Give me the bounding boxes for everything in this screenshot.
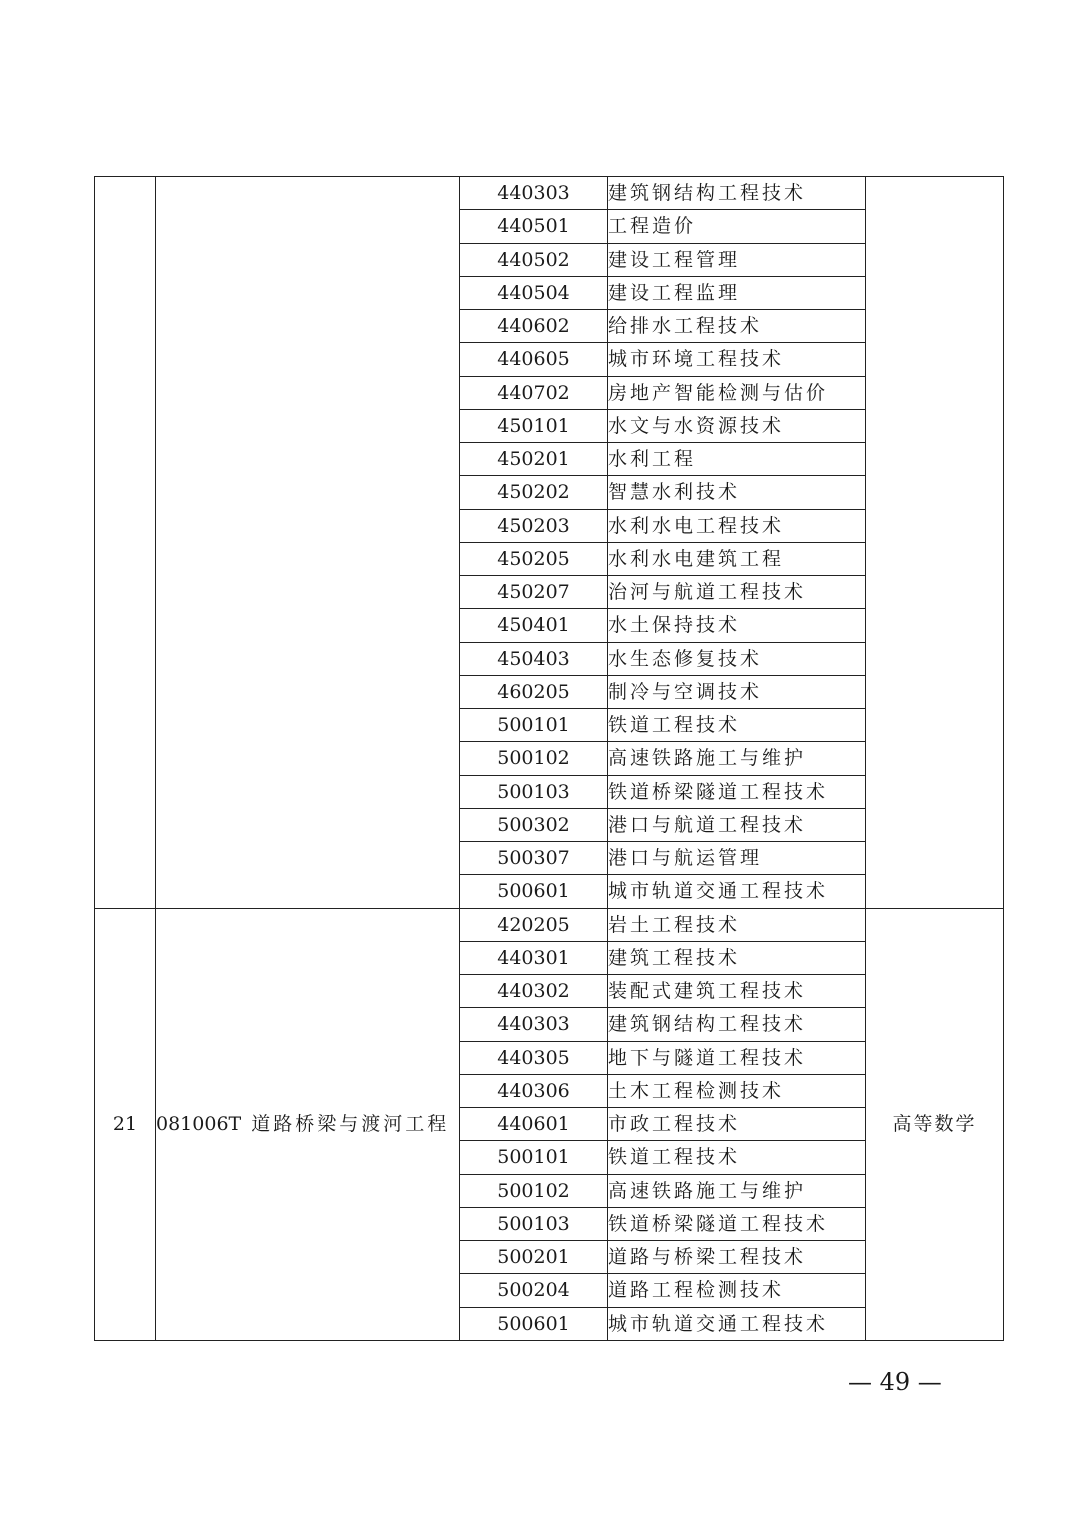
vocational-code-cell: 450403	[460, 642, 608, 675]
vocational-code-cell: 440303	[460, 177, 608, 210]
vocational-name-cell: 城市轨道交通工程技术	[608, 875, 866, 908]
vocational-name-cell: 装配式建筑工程技术	[608, 975, 866, 1008]
major-name: 道路桥梁与渡河工程	[251, 1113, 450, 1136]
vocational-name-cell: 制冷与空调技术	[608, 675, 866, 708]
vocational-code-cell: 500302	[460, 808, 608, 841]
vocational-name-cell: 水土保持技术	[608, 609, 866, 642]
vocational-code-cell: 500101	[460, 709, 608, 742]
vocational-name-cell: 治河与航道工程技术	[608, 576, 866, 609]
vocational-code-cell: 500102	[460, 742, 608, 775]
vocational-name-cell: 建筑工程技术	[608, 941, 866, 974]
vocational-code-cell: 440601	[460, 1108, 608, 1141]
vocational-code-cell: 440501	[460, 210, 608, 243]
vocational-name-cell: 建筑钢结构工程技术	[608, 1008, 866, 1041]
vocational-name-cell: 道路与桥梁工程技术	[608, 1241, 866, 1274]
vocational-name-cell: 水文与水资源技术	[608, 409, 866, 442]
vocational-code-cell: 440306	[460, 1074, 608, 1107]
vocational-code-cell: 440504	[460, 276, 608, 309]
vocational-code-cell: 440605	[460, 343, 608, 376]
vocational-code-cell: 440702	[460, 376, 608, 409]
vocational-code-cell: 440301	[460, 941, 608, 974]
vocational-code-cell: 500103	[460, 775, 608, 808]
vocational-name-cell: 铁道桥梁隧道工程技术	[608, 1207, 866, 1240]
vocational-name-cell: 城市环境工程技术	[608, 343, 866, 376]
vocational-code-cell: 440303	[460, 1008, 608, 1041]
vocational-code-cell: 450201	[460, 443, 608, 476]
vocational-code-cell: 450205	[460, 542, 608, 575]
major-code: 081006T	[156, 1113, 242, 1136]
undergrad-major-cell	[156, 177, 460, 909]
vocational-name-cell: 铁道工程技术	[608, 1141, 866, 1174]
vocational-name-cell: 水利工程	[608, 443, 866, 476]
vocational-name-cell: 铁道桥梁隧道工程技术	[608, 775, 866, 808]
vocational-name-cell: 岩土工程技术	[608, 908, 866, 941]
row-number-cell	[95, 177, 156, 909]
vocational-code-cell: 440305	[460, 1041, 608, 1074]
vocational-code-cell: 440602	[460, 310, 608, 343]
vocational-code-cell: 500601	[460, 875, 608, 908]
table-row	[95, 908, 1004, 941]
vocational-code-cell: 500204	[460, 1274, 608, 1307]
vocational-name-cell: 地下与隧道工程技术	[608, 1041, 866, 1074]
vocational-name-cell: 建设工程管理	[608, 243, 866, 276]
vocational-name-cell: 港口与航运管理	[608, 842, 866, 875]
vocational-name-cell: 港口与航道工程技术	[608, 808, 866, 841]
undergrad-major-cell	[156, 908, 460, 1340]
table-row	[95, 177, 1004, 210]
vocational-name-cell: 城市轨道交通工程技术	[608, 1307, 866, 1340]
vocational-code-cell: 440502	[460, 243, 608, 276]
row-number-cell: 21	[95, 908, 156, 1340]
vocational-code-cell: 420205	[460, 908, 608, 941]
vocational-name-cell: 高速铁路施工与维护	[608, 742, 866, 775]
vocational-name-cell: 建筑钢结构工程技术	[608, 177, 866, 210]
vocational-name-cell: 水利水电工程技术	[608, 509, 866, 542]
vocational-name-cell: 道路工程检测技术	[608, 1274, 866, 1307]
vocational-name-cell: 水利水电建筑工程	[608, 542, 866, 575]
vocational-code-cell: 450101	[460, 409, 608, 442]
majors-table-body	[95, 177, 1004, 1341]
vocational-code-cell: 500103	[460, 1207, 608, 1240]
vocational-code-cell: 450202	[460, 476, 608, 509]
vocational-code-cell: 440302	[460, 975, 608, 1008]
vocational-name-cell: 建设工程监理	[608, 276, 866, 309]
vocational-name-cell: 智慧水利技术	[608, 476, 866, 509]
vocational-code-cell: 500201	[460, 1241, 608, 1274]
vocational-code-cell: 450203	[460, 509, 608, 542]
vocational-name-cell: 市政工程技术	[608, 1108, 866, 1141]
vocational-name-cell: 铁道工程技术	[608, 709, 866, 742]
majors-table	[94, 176, 1004, 1341]
vocational-code-cell: 500102	[460, 1174, 608, 1207]
vocational-code-cell: 460205	[460, 675, 608, 708]
vocational-code-cell: 500307	[460, 842, 608, 875]
exam-subject-cell: 高等数学	[866, 908, 1004, 1340]
vocational-name-cell: 高速铁路施工与维护	[608, 1174, 866, 1207]
vocational-name-cell: 土木工程检测技术	[608, 1074, 866, 1107]
vocational-name-cell: 给排水工程技术	[608, 310, 866, 343]
vocational-name-cell: 工程造价	[608, 210, 866, 243]
vocational-code-cell: 450207	[460, 576, 608, 609]
vocational-code-cell: 500101	[460, 1141, 608, 1174]
vocational-code-cell: 450401	[460, 609, 608, 642]
vocational-name-cell: 房地产智能检测与估价	[608, 376, 866, 409]
vocational-name-cell: 水生态修复技术	[608, 642, 866, 675]
page-number: — 49 —	[848, 1368, 942, 1396]
vocational-code-cell: 500601	[460, 1307, 608, 1340]
exam-subject-cell	[866, 177, 1004, 909]
